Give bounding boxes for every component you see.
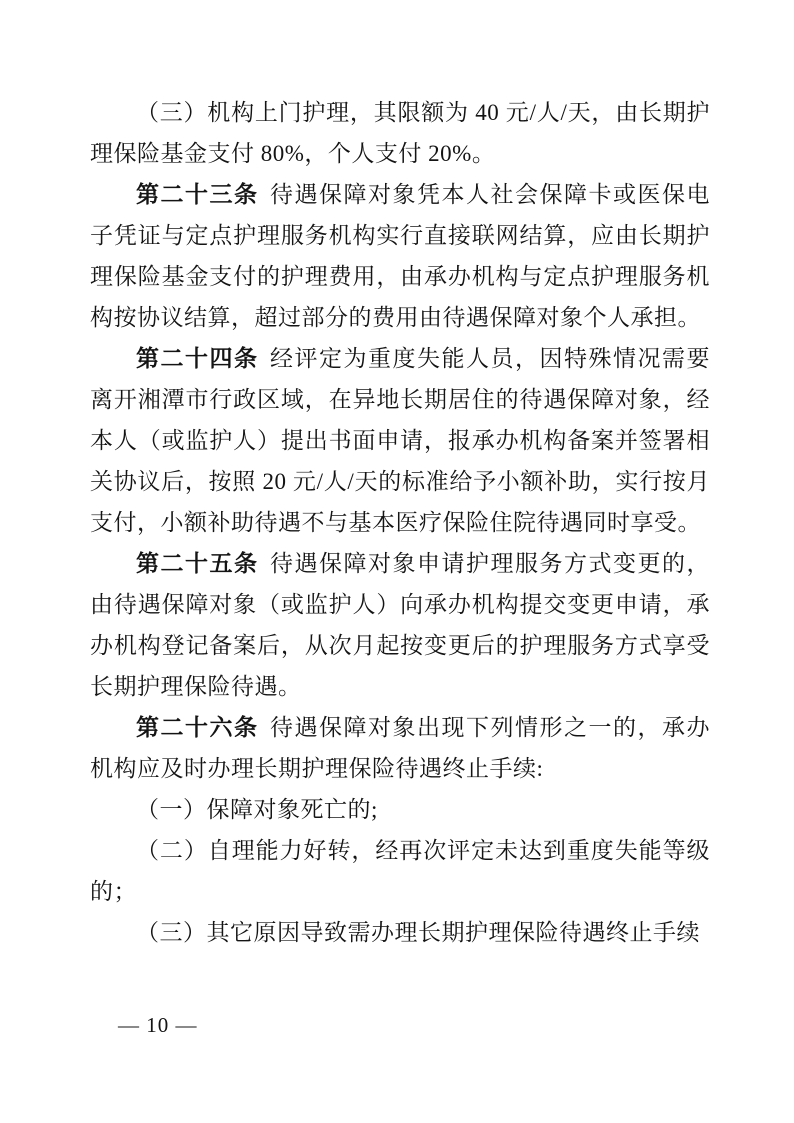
paragraph-text: 经评定为重度失能人员，因特殊情况需要离开湘潭市行政区域，在异地长期居住的待遇保障对象，经本人（或监护人）提出书面申请，报承办机构备案并签署相关协议后，按照 20 元/人/天的标准给予小额补助，实行按月支付，小额补助待遇不与基本医疗保险住院待遇同时享受。: [90, 346, 710, 535]
document-body: [90, 92, 710, 953]
paragraph-item-3-other-reasons: [90, 912, 710, 953]
paragraph-item-3-home-care: [90, 92, 710, 174]
article-number: 第二十三条: [136, 182, 259, 207]
paragraph-text: （二）自理能力好转，经再次评定未达到重度失能等级的；: [90, 838, 710, 904]
article-number: 第二十四条: [136, 346, 259, 371]
paragraph-article-23: [90, 174, 710, 338]
paragraph-text: （三）其它原因导致需办理长期护理保险待遇终止手续: [136, 920, 700, 945]
paragraph-text: 待遇保障对象申请护理服务方式变更的，由待遇保障对象（或监护人）向承办机构提交变更申请，承办机构登记备案后，从次月起按变更后的护理服务方式享受长期护理保险待遇。: [90, 551, 710, 699]
article-number: 第二十五条: [136, 551, 259, 576]
paragraph-article-26: [90, 707, 710, 789]
paragraph-text: （三）机构上门护理，其限额为 40 元/人/天，由长期护理保险基金支付 80%，个人支付 20%。: [90, 100, 710, 166]
paragraph-text: 待遇保障对象出现下列情形之一的，承办机构应及时办理长期护理保险待遇终止手续:: [90, 715, 710, 781]
paragraph-article-25: [90, 543, 710, 707]
page-number: — 10 —: [118, 1013, 198, 1037]
paragraph-article-24: [90, 338, 710, 543]
paragraph-item-1-death: [90, 789, 710, 830]
article-number: 第二十六条: [136, 715, 259, 740]
paragraph-text: 待遇保障对象凭本人社会保障卡或医保电子凭证与定点护理服务机构实行直接联网结算，应由长期护理保险基金支付的护理费用，由承办机构与定点护理服务机构按协议结算，超过部分的费用由待遇保障对象个人承担。: [90, 182, 710, 330]
paragraph-text: （一）保障对象死亡的;: [136, 797, 378, 822]
paragraph-item-2-recovery: [90, 830, 710, 912]
